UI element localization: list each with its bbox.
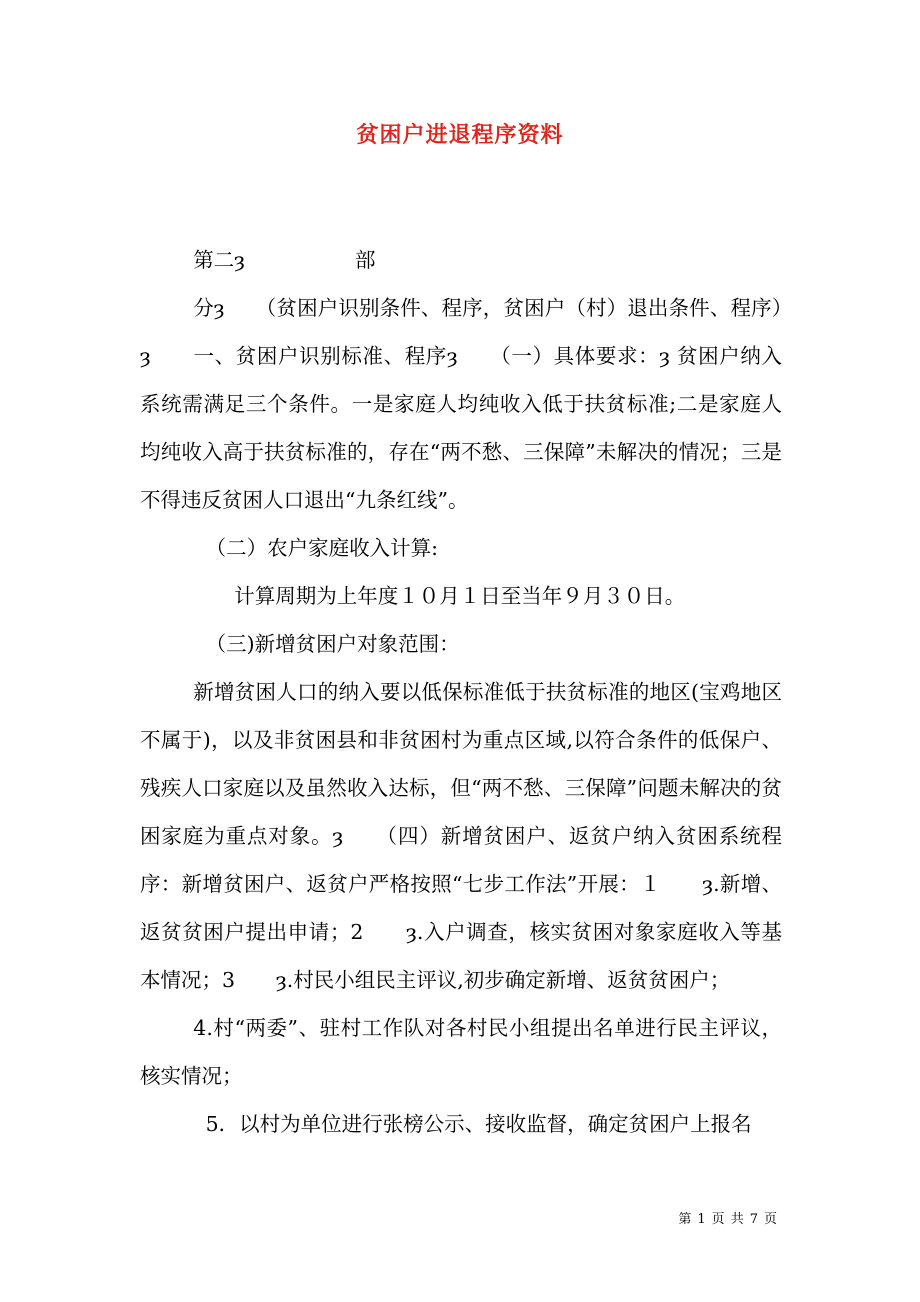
- footer-label-c: 共: [730, 1212, 744, 1227]
- part-heading-b: 部: [355, 248, 376, 272]
- part-heading-mark: ȝ: [234, 248, 245, 272]
- document-title: 贫困户进退程序资料: [356, 122, 564, 148]
- paragraph-step-4: 4.村“两委”、驻村工作队对各村民小组提出名单进行民主评议，核实情况；: [140, 1016, 782, 1088]
- footer-total-pages: 7: [749, 1212, 758, 1227]
- footer-page-number: 1: [697, 1212, 706, 1227]
- paragraph-income-period: 计算周期为上年度１０月１日至当年９月３０日。: [234, 584, 686, 608]
- paragraph-step-5: 5．以村为单位进行张榜公示、接收监督，确定贫困户上报名: [205, 1112, 752, 1136]
- footer-label-b: 页: [711, 1212, 725, 1227]
- paragraph-income-heading: （二）农户家庭收入计算:: [205, 536, 438, 560]
- footer-label-a: 第: [678, 1212, 692, 1227]
- paragraph-part-heading: [140, 236, 782, 284]
- footer-label-d: 页: [763, 1212, 777, 1227]
- document-body: [140, 236, 782, 1148]
- paragraph-scope-body: 新增贫困人口的纳入要以低保标准低于扶贫标准的地区(宝鸡地区不属于)，以及非贫困县和非贫困村为重点区域,以符合条件的低保户、残疾人口家庭以及虽然收入达标，但“两不愁、三保障”问题未解决的贫困家庭为重点对象。ȝ （四）新增贫困户、返贫户纳入贫困系统程序：新增贫困户、返贫户严格按照“七步工作法”开展：１ ȝ.新增、返贫贫困户提出申请；2 ȝ.入户调查，核实贫困对象家庭收入等基本情况；3 ȝ.村民小组民主评议,初步确定新增、返贫贫困户；: [140, 680, 782, 992]
- page-footer: [675, 1208, 780, 1227]
- paragraph-identification: 分ȝ （贫困户识别条件、程序，贫困户（村）退出条件、程序）ȝ 一、贫困户识别标准、程序ȝ （一）具体要求：ȝ 贫困户纳入系统需满足三个条件。一是家庭人均纯收入低于扶贫标准;二是家庭人均纯收入高于扶贫标准的，存在“两不愁、三保障”未解决的情况；三是不得违反贫困人口退出“九条红线”。: [140, 296, 782, 512]
- part-heading-a: 第二: [193, 248, 235, 272]
- paragraph-scope-heading: （三)新增贫困户对象范围：: [205, 632, 460, 656]
